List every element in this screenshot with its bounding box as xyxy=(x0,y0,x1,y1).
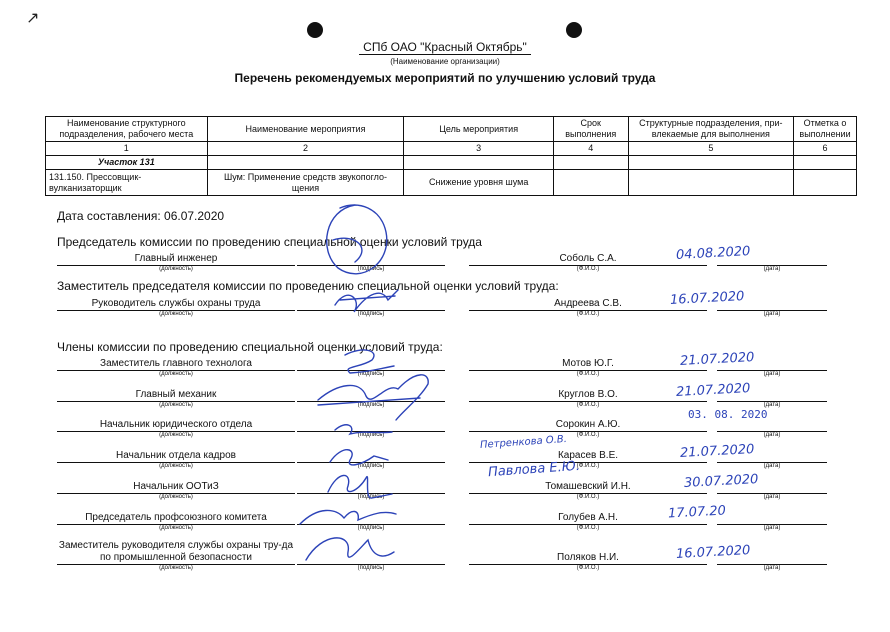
fio-field: Голубев А.Н. xyxy=(469,511,707,525)
position-field: Главный инженер xyxy=(57,252,295,266)
signature-caption: (подпись) xyxy=(357,525,385,531)
fio-field: Поляков Н.И. xyxy=(469,551,707,565)
position-caption: (должность) xyxy=(159,266,193,272)
scan-corner-mark: ↗ xyxy=(26,10,40,27)
position-caption: (должность) xyxy=(159,311,193,317)
col-number: 1 xyxy=(46,142,208,156)
col-number: 6 xyxy=(794,142,857,156)
handwritten-date: 21.07.2020 xyxy=(675,381,751,400)
handwritten-name: Павлова Е.Ю. xyxy=(487,458,581,481)
members-heading: Члены комиссии по проведению специальной оценки условий труда: xyxy=(57,340,443,354)
col-number: 5 xyxy=(628,142,793,156)
position-field: Начальник ООТиЗ xyxy=(57,480,295,494)
position-caption: (должность) xyxy=(159,494,193,500)
signature-caption: (подпись) xyxy=(357,432,385,438)
position-field: Начальник отдела кадров xyxy=(57,449,295,463)
signature-field xyxy=(297,449,445,463)
handwritten-date: 21.07.2020 xyxy=(679,442,755,461)
position-caption: (должность) xyxy=(159,525,193,531)
signature-field xyxy=(297,551,445,565)
position-field: Заместитель главного технолога xyxy=(57,357,295,371)
organization-name: СПб ОАО "Красный Октябрь" xyxy=(0,40,890,54)
fio-caption: (Ф.И.О.) xyxy=(576,402,600,408)
fio-caption: (Ф.И.О.) xyxy=(576,463,600,469)
punch-hole-left xyxy=(307,22,323,38)
stamped-date: 03. 08. 2020 xyxy=(688,408,768,421)
cell-mark xyxy=(794,170,857,196)
document-title: Перечень рекомендуемых мероприятий по улучшению условий труда xyxy=(234,71,656,85)
col-term-header: Срок выполнения xyxy=(553,117,628,142)
date-caption: (дата) xyxy=(763,402,781,408)
position-caption: (должность) xyxy=(159,463,193,469)
fio-caption: (Ф.И.О.) xyxy=(576,525,600,531)
deputy-heading: Заместитель председателя комиссии по проведению специальной оценки условий труда: xyxy=(57,279,559,293)
measures-table xyxy=(45,116,857,196)
fio-caption: (Ф.И.О.) xyxy=(576,371,600,377)
fio-field: Мотов Ю.Г. xyxy=(469,357,707,371)
section-name: Участок 131 xyxy=(46,156,208,170)
signature-field xyxy=(297,418,445,432)
handwritten-date: 21.07.2020 xyxy=(679,350,755,369)
date-caption: (дата) xyxy=(763,371,781,377)
organization-caption: (Наименование организации) xyxy=(390,57,500,66)
col-departments-header: Структурные подразделения, при-влекаемые для выполнения xyxy=(628,117,793,142)
date-caption: (дата) xyxy=(763,494,781,500)
fio-field: Соболь С.А. xyxy=(469,252,707,266)
signature-caption: (подпись) xyxy=(357,565,385,571)
handwritten-date: 04.08.2020 xyxy=(675,244,751,263)
fio-caption: (Ф.И.О.) xyxy=(576,266,600,272)
signature-field xyxy=(297,357,445,371)
date-caption: (дата) xyxy=(763,565,781,571)
signature-field xyxy=(297,252,445,266)
col-mark-header: Отметка о выполнении xyxy=(794,117,857,142)
cell-departments xyxy=(628,170,793,196)
table-header-row xyxy=(46,117,857,142)
handwritten-date: 17.07.20 xyxy=(667,503,727,522)
fio-caption: (Ф.И.О.) xyxy=(576,311,600,317)
col-workplace-header: Наименование структурного подразделения, рабочего места xyxy=(46,117,208,142)
col-number: 2 xyxy=(207,142,404,156)
fio-field: Томашевский И.Н. xyxy=(469,480,707,494)
signature-caption: (подпись) xyxy=(357,266,385,272)
date-caption: (дата) xyxy=(763,432,781,438)
fio-caption: (Ф.И.О.) xyxy=(576,565,600,571)
signature-caption: (подпись) xyxy=(357,463,385,469)
position-field: Руководитель службы охраны труда xyxy=(57,297,295,311)
fio-caption: (Ф.И.О.) xyxy=(576,494,600,500)
cell-term xyxy=(553,170,628,196)
signature-caption: (подпись) xyxy=(357,494,385,500)
date-caption: (дата) xyxy=(763,463,781,469)
signature-field xyxy=(297,511,445,525)
fio-field: Круглов В.О. xyxy=(469,388,707,402)
table-section-row xyxy=(46,156,857,170)
signature-caption: (подпись) xyxy=(357,311,385,317)
fio-field: Сорокин А.Ю. xyxy=(469,418,707,432)
position-caption: (должность) xyxy=(159,565,193,571)
fio-field: Карасев В.Е. xyxy=(469,449,707,463)
position-field: Заместитель руководителя службы охраны тру-да по промышленной безопасности xyxy=(58,540,294,563)
date-caption: (дата) xyxy=(763,525,781,531)
fio-field: Андреева С.В. xyxy=(469,297,707,311)
col-measure-header: Наименование мероприятия xyxy=(207,117,404,142)
cell-goal: Снижение уровня шума xyxy=(404,170,554,196)
table-number-row xyxy=(46,142,857,156)
col-number: 3 xyxy=(404,142,554,156)
position-field: Председатель профсоюзного комитета xyxy=(57,511,295,525)
position-field: Начальник юридического отдела xyxy=(57,418,295,432)
table-row xyxy=(46,170,857,196)
fio-caption: (Ф.И.О.) xyxy=(576,432,600,438)
date-caption: (дата) xyxy=(763,266,781,272)
cell-workplace: 131.150. Прессовщик-вулканизаторщик xyxy=(46,170,208,196)
cell-measure: Шум: Применение средств звукопогло-щения xyxy=(207,170,404,196)
signature-field xyxy=(297,388,445,402)
position-caption: (должность) xyxy=(159,432,193,438)
member-row xyxy=(57,511,857,541)
col-number: 4 xyxy=(553,142,628,156)
handwritten-date: 30.07.2020 xyxy=(683,472,759,491)
date-caption: (дата) xyxy=(763,311,781,317)
date-field xyxy=(717,511,827,525)
col-goal-header: Цель мероприятия xyxy=(404,117,554,142)
punch-hole-right xyxy=(566,22,582,38)
signature-field xyxy=(297,480,445,494)
position-caption: (должность) xyxy=(159,371,193,377)
signature-caption: (подпись) xyxy=(357,371,385,377)
position-caption: (должность) xyxy=(159,402,193,408)
signature-caption: (подпись) xyxy=(357,402,385,408)
compiled-date: Дата составления: 06.07.2020 xyxy=(57,209,225,223)
handwritten-date: 16.07.2020 xyxy=(675,543,751,562)
handwritten-date: 16.07.2020 xyxy=(669,289,745,308)
signature-field xyxy=(297,297,445,311)
position-field: Главный механик xyxy=(57,388,295,402)
chair-heading: Председатель комиссии по проведению специальной оценки условий труда xyxy=(57,235,482,249)
handwritten-name: Петренкова О.В. xyxy=(479,433,568,452)
